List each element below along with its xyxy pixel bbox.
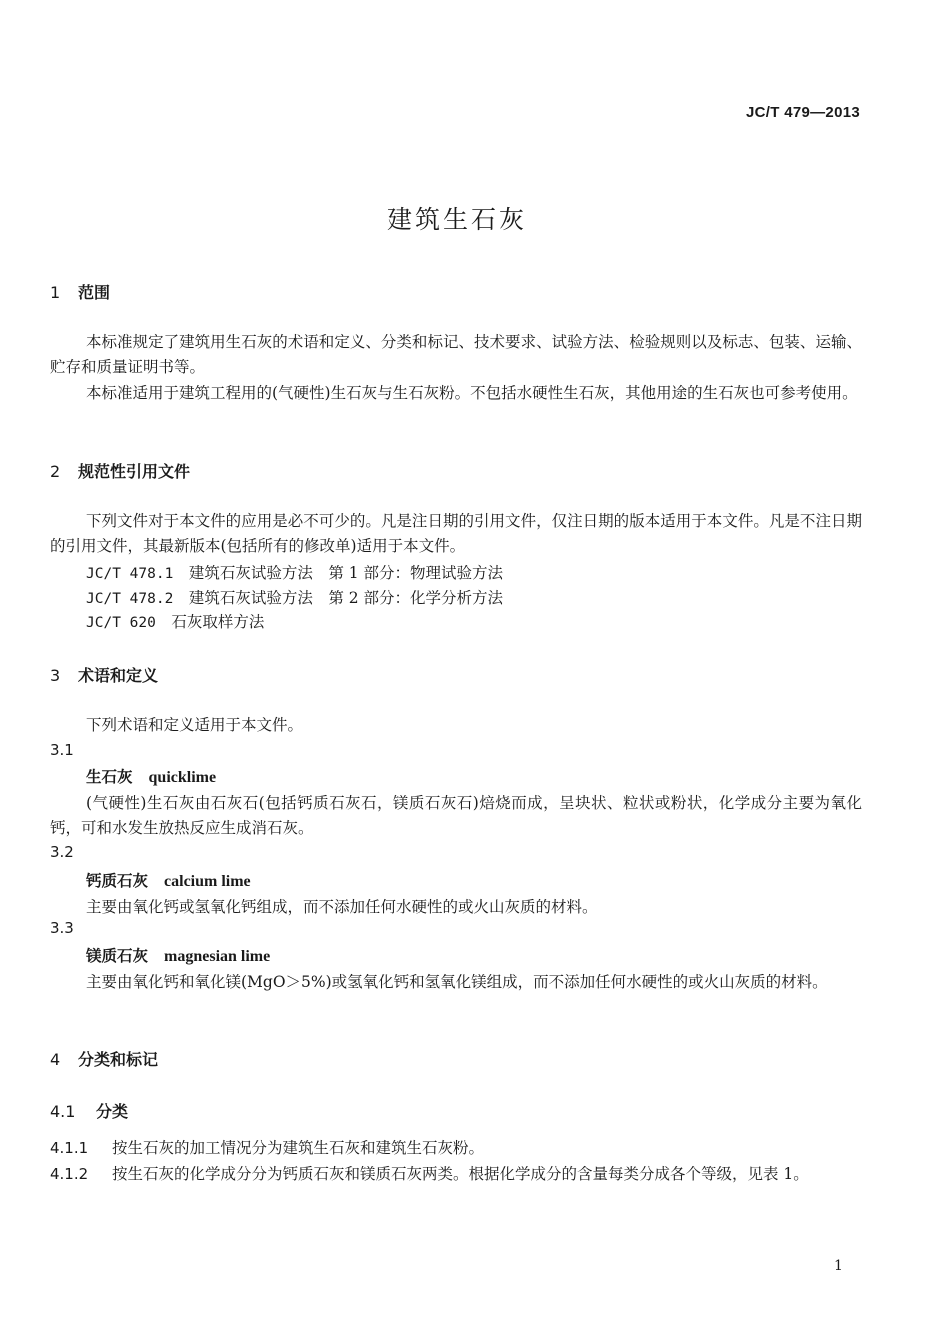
clause-number: 4.1.1 xyxy=(50,1139,89,1157)
reference-item xyxy=(50,561,898,586)
term-english: magnesian lime xyxy=(164,948,271,965)
section-2-heading xyxy=(50,459,862,482)
section-3-heading xyxy=(50,663,862,686)
section-1-paragraph-1: 本标准规定了建筑用生石灰的术语和定义、分类和标记、技术要求、试验方法、检验规则以及标志、包装、运输、贮存和质量证明书等。 xyxy=(50,333,862,376)
section-number: 1 xyxy=(50,283,61,302)
reference-title: 建筑石灰试验方法 第 2 部分：化学分析方法 xyxy=(188,589,504,607)
section-title: 范围 xyxy=(78,283,111,302)
clause-number: 4.1.2 xyxy=(50,1165,89,1183)
term-number: 3.1 xyxy=(50,741,74,759)
term-definition: 主要由氧化钙或氢氧化钙组成，而不添加任何水硬性的或火山灰质的材料。 xyxy=(86,898,598,916)
section-number: 2 xyxy=(50,462,61,481)
term-definition: (气硬性)生石灰由石灰石(包括钙质石灰石，镁质石灰石)焙烧而成，呈块状、粒状或粉状，化学成分主要为氧化钙，可和水发生放热反应生成消石灰。 xyxy=(50,794,862,837)
reference-code: JC/T 620 xyxy=(86,615,156,631)
document-title: 建筑生石灰 xyxy=(386,205,527,234)
reference-code: JC/T 478.2 xyxy=(86,591,174,607)
section-2-paragraph: 下列文件对于本文件的应用是必不可少的。凡是注日期的引用文件，仅注日期的版本适用于本文件。凡是不注日期的引用文件，其最新版本(包括所有的修改单)适用于本文件。 xyxy=(50,512,862,555)
term-definition: 主要由氧化钙和氧化镁(MgO＞5%)或氢氧化钙和氢氧化镁组成，而不添加任何水硬性的或火山灰质的材料。 xyxy=(86,973,828,991)
term-number: 3.3 xyxy=(50,919,74,937)
term-english: calcium lime xyxy=(164,873,251,890)
section-4-heading xyxy=(50,1047,862,1070)
reference-code: JC/T 478.1 xyxy=(86,566,174,582)
term-chinese: 镁质石灰 xyxy=(86,947,149,965)
clause-text: 按生石灰的加工情况分为建筑生石灰和建筑生石灰粉。 xyxy=(112,1139,485,1157)
clause-item xyxy=(50,1136,862,1161)
page-number: 1 xyxy=(834,1258,843,1274)
term-number: 3.2 xyxy=(50,843,74,861)
section-title: 术语和定义 xyxy=(78,666,159,685)
standard-code: JC/T 479—2013 xyxy=(746,104,860,121)
subsection-number: 4.1 xyxy=(50,1102,76,1121)
reference-title: 建筑石灰试验方法 第 1 部分：物理试验方法 xyxy=(188,564,504,582)
clause-text: 按生石灰的化学成分分为钙质石灰和镁质石灰两类。根据化学成分的含量每类分成各个等级，见表 1。 xyxy=(112,1165,809,1183)
section-1-paragraph-2: 本标准适用于建筑工程用的(气硬性)生石灰与生石灰粉。不包括水硬性生石灰，其他用途的生石灰也可参考使用。 xyxy=(86,384,858,402)
term-heading xyxy=(50,944,898,966)
subsection-title: 分类 xyxy=(96,1102,129,1121)
clause-item xyxy=(50,1162,862,1187)
section-title: 分类和标记 xyxy=(78,1050,159,1069)
reference-item xyxy=(50,586,898,611)
term-chinese: 钙质石灰 xyxy=(86,872,149,890)
reference-title: 石灰取样方法 xyxy=(171,613,265,631)
section-3-intro: 下列术语和定义适用于本文件。 xyxy=(86,716,304,734)
term-heading xyxy=(50,765,898,787)
section-number: 4 xyxy=(50,1050,61,1069)
term-chinese: 生石灰 xyxy=(86,768,133,786)
term-heading xyxy=(50,869,898,891)
subsection-4-1-heading xyxy=(50,1099,862,1122)
term-english: quicklime xyxy=(148,769,217,786)
section-title: 规范性引用文件 xyxy=(78,462,191,481)
section-number: 3 xyxy=(50,666,61,685)
reference-item xyxy=(50,610,898,635)
section-1-heading xyxy=(50,280,862,303)
